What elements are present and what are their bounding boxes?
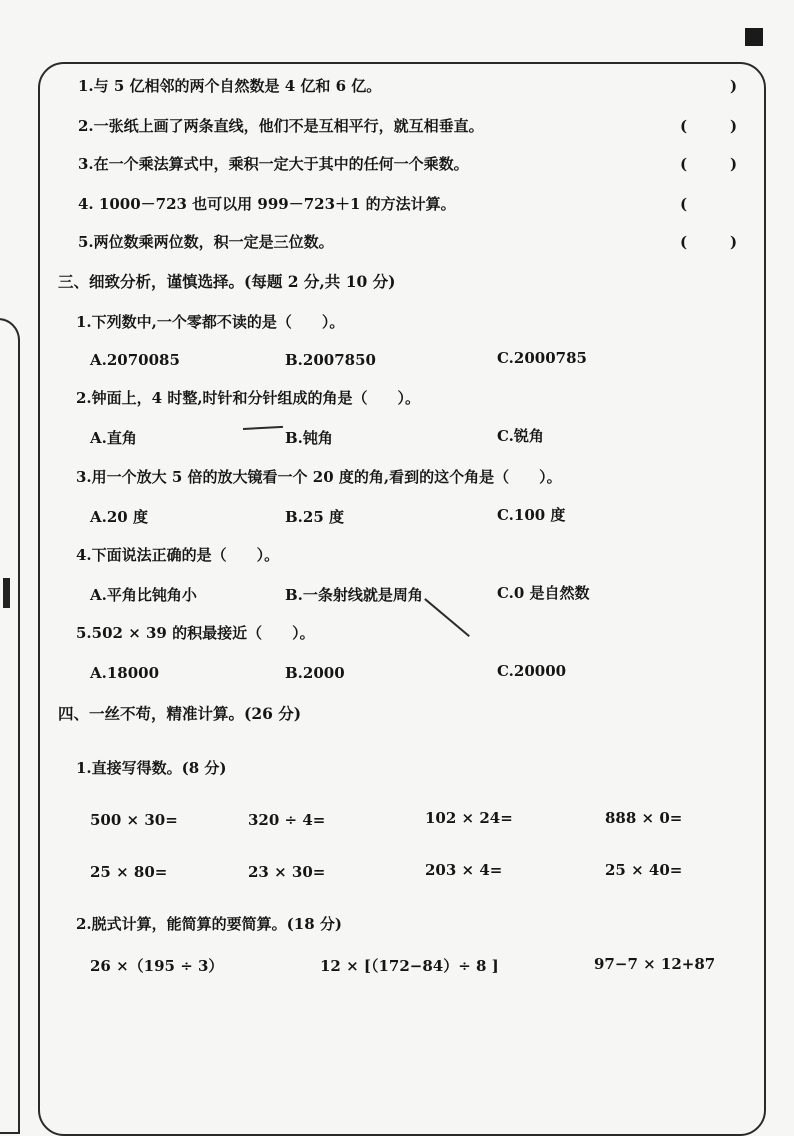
oral-calc-item: 203 × 4=: [425, 861, 503, 879]
answer-paren-close-1: ): [730, 77, 738, 95]
choice-question-4: 4.下面说法正确的是（ ）。: [76, 546, 280, 564]
step-calc-item-2: 12 × [（172−84）÷ 8 ]: [320, 957, 499, 975]
choice-question-3: 3.用一个放大 5 倍的放大镜看一个 20 度的角,看到的这个角是（ ）。: [76, 468, 562, 486]
judge-item-4: 4. 1000－723 也可以用 999－723＋1 的方法计算。: [78, 195, 456, 213]
q2-option-b: B.钝角: [285, 429, 333, 447]
step-calc-item-3: 97−7 × 12+87: [594, 955, 716, 973]
choice-question-2: 2.钟面上，4 时整,时针和分针组成的角是（ ）。: [76, 389, 421, 407]
oral-calc-item: 888 × 0=: [605, 809, 683, 827]
corner-registration-mark: [745, 28, 763, 46]
oral-calc-title: 1.直接写得数。(8 分): [76, 759, 227, 777]
q4-option-c: C.0 是自然数: [497, 584, 590, 602]
oral-calc-item: 320 ÷ 4=: [248, 811, 326, 829]
choice-question-1: 1.下列数中,一个零都不读的是（ ）。: [76, 313, 345, 331]
step-calc-item-1: 26 ×（195 ÷ 3）: [90, 957, 224, 975]
q4-option-b: B.一条射线就是周角: [285, 586, 423, 604]
choice-question-5: 5.502 × 39 的积最接近（ ）。: [76, 624, 315, 642]
q1-option-c: C.2000785: [497, 349, 587, 367]
q5-option-b: B.2000: [285, 664, 345, 682]
answer-paren-open-4: (: [680, 195, 688, 213]
step-calc-title: 2.脱式计算，能简算的要简算。(18 分): [76, 915, 342, 933]
answer-paren-open-2: (: [680, 117, 688, 135]
judge-item-3: 3.在一个乘法算式中，乘积一定大于其中的任何一个乘数。: [78, 155, 469, 173]
q2-option-c: C.锐角: [497, 427, 544, 445]
judge-item-1: 1.与 5 亿相邻的两个自然数是 4 亿和 6 亿。: [78, 77, 382, 95]
answer-paren-open-5: (: [680, 233, 688, 251]
q3-option-b: B.25 度: [285, 508, 344, 526]
oral-calc-item: 500 × 30=: [90, 811, 178, 829]
oral-calc-item: 23 × 30=: [248, 863, 326, 881]
oral-calc-item: 102 × 24=: [425, 809, 513, 827]
section4-heading: 四、一丝不苟，精准计算。(26 分): [58, 704, 302, 723]
answer-paren-close-2: ): [730, 117, 738, 135]
q4-option-a: A.平角比钝角小: [90, 586, 197, 604]
answer-paren-close-3: ): [730, 155, 738, 173]
q3-option-c: C.100 度: [497, 506, 566, 524]
q2-option-a: A.直角: [90, 429, 137, 447]
q5-option-a: A.18000: [90, 664, 160, 682]
q3-option-a: A.20 度: [90, 508, 148, 526]
q5-option-c: C.20000: [497, 662, 567, 680]
judge-item-5: 5.两位数乘两位数，积一定是三位数。: [78, 233, 334, 251]
section3-heading: 三、细致分析，谨慎选择。(每题 2 分,共 10 分): [58, 272, 396, 291]
q1-option-a: A.2070085: [90, 351, 180, 369]
oral-calc-item: 25 × 40=: [605, 861, 683, 879]
binding-margin-bracket: [0, 318, 20, 1134]
judge-item-2: 2.一张纸上画了两条直线，他们不是互相平行，就互相垂直。: [78, 117, 484, 135]
q1-option-b: B.2007850: [285, 351, 376, 369]
answer-paren-open-3: (: [680, 155, 688, 173]
binding-margin-mark: [3, 578, 10, 608]
answer-paren-close-5: ): [730, 233, 738, 251]
oral-calc-item: 25 × 80=: [90, 863, 168, 881]
